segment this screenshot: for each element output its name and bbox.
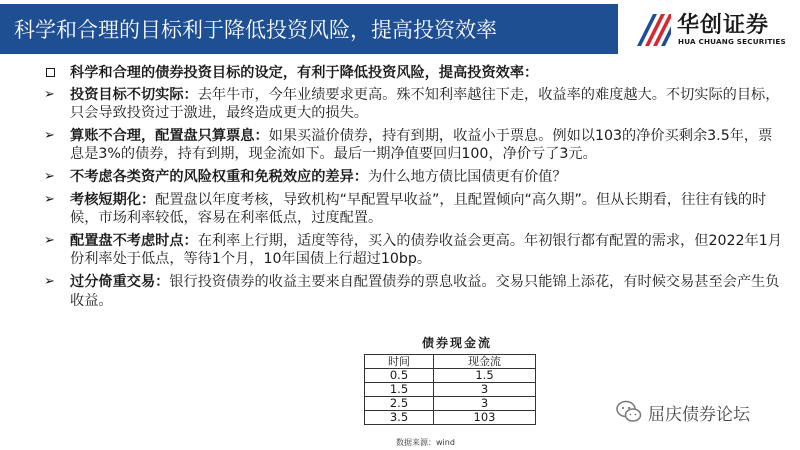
table-cell: 3	[434, 397, 536, 411]
table-row	[365, 383, 536, 397]
table-row	[365, 397, 536, 411]
arrow-bullet-icon: ➢	[44, 191, 55, 207]
cashflow-table	[364, 354, 536, 425]
item-body: 去年牛市，今年业绩要求更高。殊不知利率越往下走，收益率的难度越大。不切实际的目标，只会导致投资过于激进，最终造成更大的损失。	[70, 86, 780, 122]
table-cell: 0.5	[365, 369, 434, 383]
list-item	[44, 168, 784, 187]
cashflow-table-block	[364, 334, 536, 425]
table-cell: 1.5	[365, 383, 434, 397]
table-cell: 3	[434, 383, 536, 397]
square-bullet-icon	[44, 65, 62, 81]
table-cell: 1.5	[434, 369, 536, 383]
table-header-row	[365, 355, 536, 369]
table-header-cell: 现金流	[434, 355, 536, 369]
table-cell: 2.5	[365, 397, 434, 411]
watermark	[616, 398, 750, 426]
item-lead: 不考虑各类资产的风险权重和免税效应的差异：	[70, 168, 368, 185]
arrow-bullet-icon: ➢	[44, 168, 55, 184]
slide-title: 科学和合理的目标利于降低投资风险，提高投资效率	[14, 18, 497, 42]
arrow-bullet-icon: ➢	[44, 232, 55, 248]
item-body: 如果买溢价债券，持有到期，收益小于票息。例如以103的净价买剩余3.5年，票息是3%的债券，持有到期，现金流如下。最后一期净值要回归100，净价亏了3元。	[70, 127, 773, 163]
item-lead: 投资目标不切实际：	[70, 86, 198, 103]
table-cell: 103	[434, 411, 536, 425]
table-row	[365, 369, 536, 383]
table-header-cell: 时间	[365, 355, 434, 369]
watermark-text: 屈庆债券论坛	[648, 404, 750, 425]
arrow-bullet-icon: ➢	[44, 273, 55, 289]
logo-chinese-name: 华创证券	[677, 13, 770, 38]
item-lead: 配置盘不考虑时点：	[70, 232, 198, 249]
table-cell: 3.5	[365, 411, 434, 425]
arrow-bullet-icon: ➢	[44, 127, 55, 143]
list-item	[44, 191, 784, 228]
item-lead: 科学和合理的债券投资目标的设定，有利于降低投资风险，提高投资效率：	[70, 65, 539, 81]
data-source-note: 数据来源：wind	[396, 438, 455, 447]
table-row	[365, 411, 536, 425]
list-item	[44, 86, 784, 123]
logo-english-name: HUA CHUANG SECURITIES	[678, 37, 786, 46]
title-bar	[0, 4, 618, 54]
list-item	[44, 232, 784, 269]
item-body: 银行投资债券的收益主要来自配置债券的票息收益。交易只能锦上添花，有时候交易甚至会产生负收益。	[70, 273, 780, 309]
list-item	[44, 127, 784, 164]
wechat-icon	[616, 400, 642, 424]
item-lead: 考核短期化：	[70, 191, 156, 208]
logo-mark-icon	[633, 10, 673, 50]
item-body: 配置盘以年度考核，导致机构“早配置早收益”，且配置倾向“高久期”。但从长期看，往往有钱的时候，市场利率较低，容易在利率低点，过度配置。	[70, 191, 767, 227]
company-logo	[633, 8, 793, 52]
item-body: 在利率上行期，适度等待，买入的债券收益会更高。年初银行都有配置的需求，但2022年1月份利率处于低点，等待1个月，10年国债上行超过10bp。	[70, 232, 782, 268]
item-lead: 算账不合理，配置盘只算票息：	[70, 127, 269, 144]
bullet-list	[44, 64, 784, 314]
list-item	[44, 64, 784, 83]
table-caption: 债券现金流	[421, 336, 492, 350]
item-body: 为什么地方债比国债更有价值？	[367, 168, 567, 185]
item-lead: 过分倚重交易：	[70, 273, 170, 290]
arrow-bullet-icon: ➢	[44, 86, 55, 102]
list-item	[44, 273, 784, 310]
